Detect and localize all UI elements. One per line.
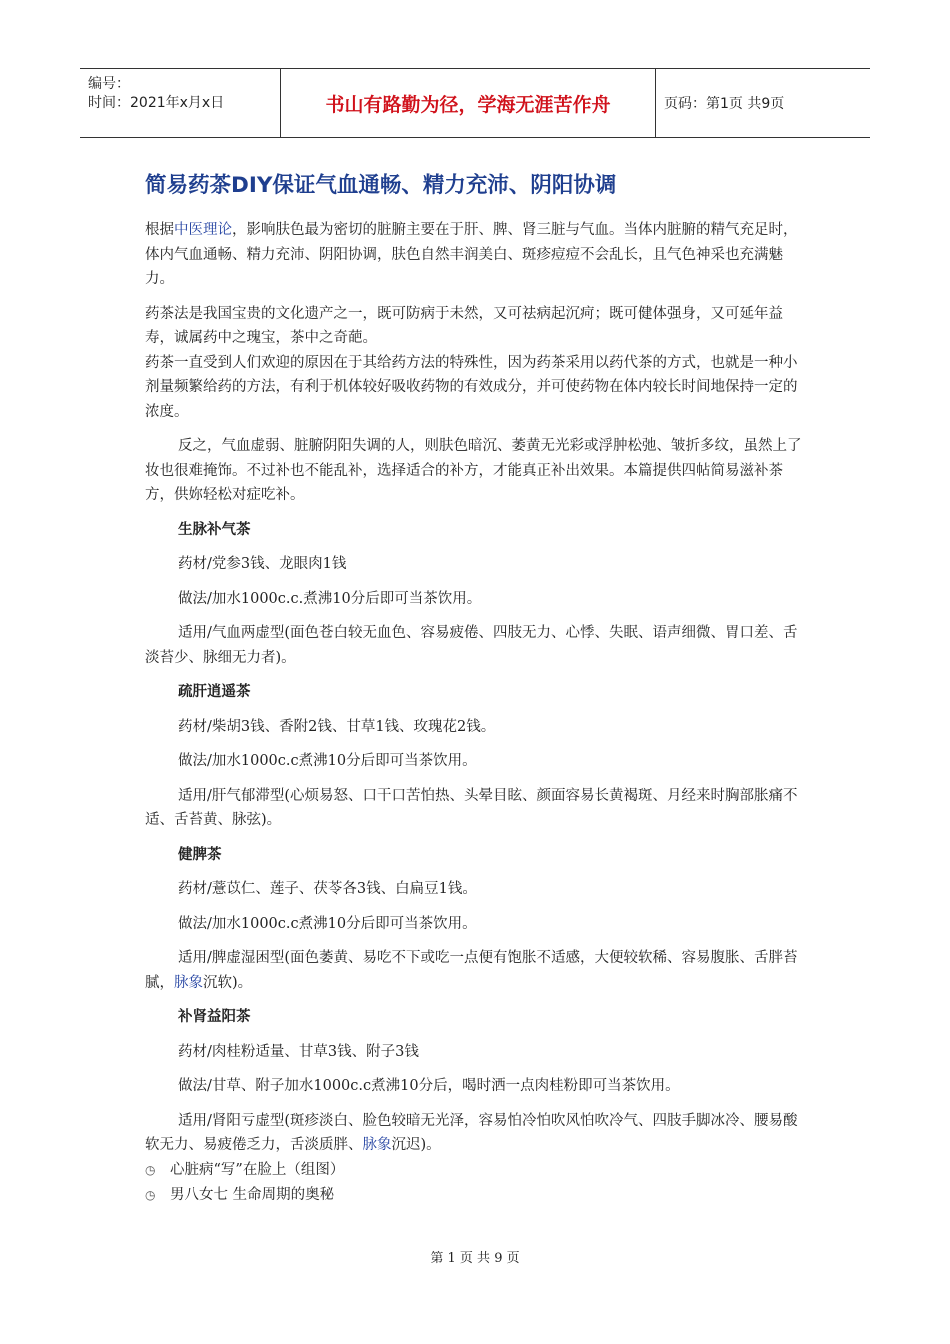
article-body: [145, 218, 805, 1208]
intro-paragraph-1: 根据中医理论，影响肤色最为密切的脏腑主要在于肝、脾、肾三脏与气血。当体内脏腑的精气充足时，体内气血通畅、精力充沛、阴阳协调，肤色自然丰润美白、斑疹痘痘不会乱长，且气色神采也充满魅力。: [145, 222, 798, 287]
related-link[interactable]: ◷ 心脏病“写”在脸上（组图）: [145, 1158, 805, 1183]
pulse-link[interactable]: 脉象: [174, 974, 203, 991]
recipe-ingredients: 药材/党参3钱、龙眼肉1钱: [178, 556, 347, 572]
recipe-suitable: 适用/气血两虚型(面色苍白较无血色、容易疲倦、四肢无力、心悸、失眠、语声细微、胃口差、舌淡苔少、脉细无力者)。: [145, 625, 798, 666]
header-page-info: 页码：第1页 共9页: [664, 96, 785, 112]
recipe-ingredients: 药材/柴胡3钱、香附2钱、甘草1钱、玫瑰花2钱。: [178, 718, 496, 735]
recipe-method: 做法/加水1000c.c煮沸10分后即可当茶饮用。: [178, 753, 477, 769]
clock-icon: ◷: [145, 1187, 156, 1202]
recipe-suitable: 适用/肾阳亏虚型(斑疹淡白、脸色较暗无光泽，容易怕冷怕吹风怕吹冷气、四肢手脚冰冷、腰易酸软无力、易疲倦乏力，舌淡质胖、脉象沉迟)。: [145, 1112, 798, 1153]
tcm-theory-link[interactable]: 中医理论: [174, 222, 232, 238]
recipe-method: 做法/加水1000c.c煮沸10分后即可当茶饮用。: [178, 915, 477, 932]
recipe-suitable: 适用/肝气郁滞型(心烦易怒、口干口苦怕热、头晕目眩、颜面容易长黄褐斑、月经来时胸部胀痛不适、舌苔黄、脉弦)。: [145, 787, 798, 828]
related-link[interactable]: ◷ 男八女七 生命周期的奥秘: [145, 1183, 805, 1208]
article-title: 简易药茶DIY保证气血通畅、精力充沛、阴阳协调: [145, 173, 617, 198]
number-label: 编号：: [88, 76, 130, 92]
recipe-suitable: 适用/脾虚湿困型(面色萎黄、易吃不下或吃一点便有饱胀不适感，大便较软稀、容易腹胀、舌胖苔腻，脉象沉软)。: [145, 950, 798, 991]
recipe-title: 疏肝逍遥茶: [178, 684, 251, 700]
pulse-link[interactable]: 脉象: [362, 1137, 392, 1153]
recipe-title: 生脉补气茶: [178, 521, 251, 538]
header-motto: 书山有路勤为径，学海无涯苦作舟: [280, 69, 656, 137]
page-header: [80, 68, 870, 138]
recipe-ingredients: 药材/薏苡仁、莲子、茯苓各3钱、白扁豆1钱。: [178, 881, 477, 897]
recipe-title: 补肾益阳茶: [178, 1009, 251, 1025]
page-footer: 第 1 页 共 9 页: [430, 1251, 520, 1266]
recipe-method: 做法/加水1000c.c.煮沸10分后即可当茶饮用。: [178, 590, 482, 607]
intro-paragraph-2: 药茶法是我国宝贵的文化遗产之一，既可防病于未然，又可祛病起沉疴；既可健体强身，又可延年益寿，诚属药中之瑰宝，茶中之奇葩。: [145, 305, 783, 346]
date-label: 时间：2021年x月x日: [88, 95, 225, 111]
intro-paragraph-3: 药茶一直受到人们欢迎的原因在于其给药方法的特殊性，因为药茶采用以药代茶的方式，也就是一种小剂量频繁给药的方法，有利于机体较好吸收药物的有效成分，并可使药物在体内较长时间地保持一定的浓度。: [145, 354, 798, 420]
clock-icon: ◷: [145, 1162, 156, 1177]
recipe-ingredients: 药材/肉桂粉适量、甘草3钱、附子3钱: [178, 1043, 419, 1060]
header-meta: [80, 69, 280, 137]
recipe-title: 健脾茶: [178, 846, 222, 863]
intro-paragraph-4: 反之，气血虚弱、脏腑阴阳失调的人，则肤色暗沉、萎黄无光彩或浮肿松弛、皱折多纹，虽然上了妆也很难掩饰。不过补也不能乱补，选择适合的补方，才能真正补出效果。本篇提供四帖简易滋补茶方，供妳轻松对症吃补。: [145, 438, 802, 503]
recipe-method: 做法/甘草、附子加水1000c.c煮沸10分后，喝时洒一点肉桂粉即可当茶饮用。: [178, 1078, 680, 1094]
